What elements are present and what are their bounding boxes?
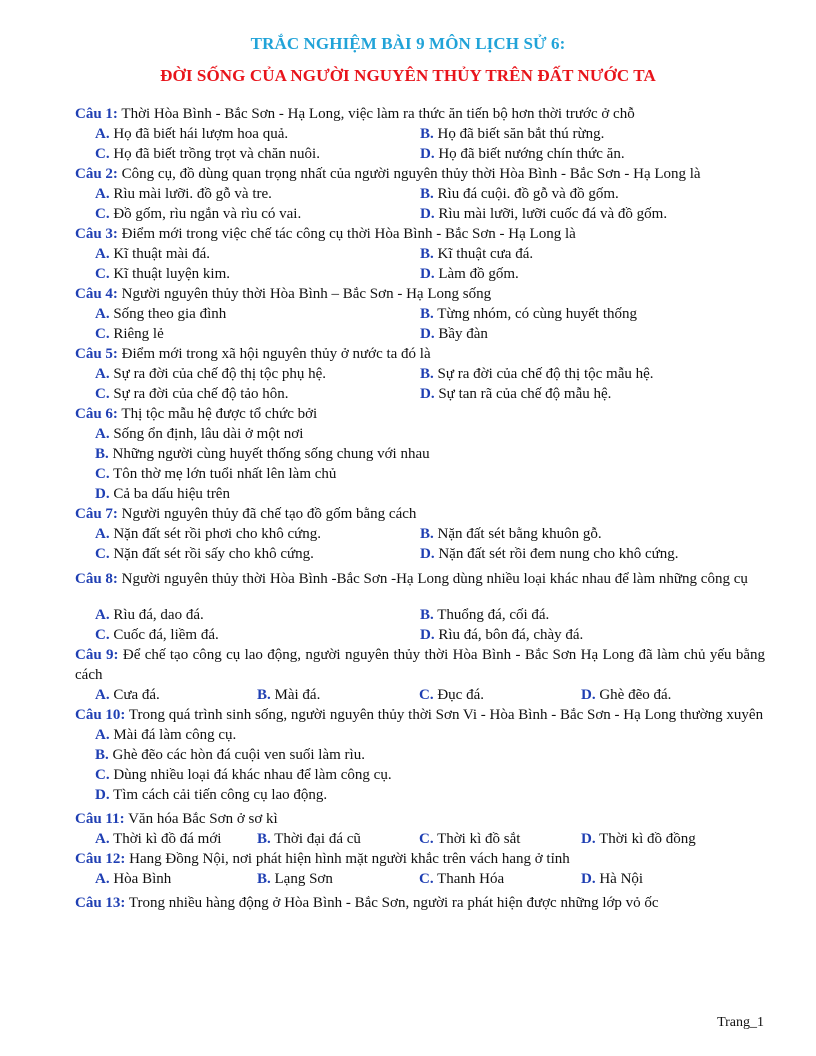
- question-number: Câu 5:: [75, 346, 118, 362]
- answer-option: D. Bầy đàn: [420, 326, 488, 342]
- question-stem: [75, 705, 765, 725]
- answer-option: B. Họ đã biết săn bắt thú rừng.: [420, 126, 605, 142]
- question-stem: [75, 504, 765, 524]
- answer-option: B. Thuổng đá, cối đá.: [420, 607, 550, 623]
- answer-option: C. Kĩ thuật luyện kim.: [95, 266, 230, 282]
- answer-option: A. Rìu mài lưỡi. đồ gỗ và tre.: [95, 186, 272, 202]
- question-block: [75, 104, 765, 164]
- answer-option: B. Nặn đất sét bằng khuôn gỗ.: [420, 526, 602, 542]
- answer-option: C. Riêng lẻ: [95, 326, 164, 342]
- question-text: Điểm mới trong việc chế tác công cụ thời Hòa Bình - Bắc Sơn - Hạ Long là: [117, 226, 576, 242]
- answer-option: A. Họ đã biết hái lượm hoa quả.: [95, 126, 289, 142]
- question-block: [75, 344, 765, 404]
- question-list: [75, 104, 765, 913]
- question-text: Người nguyên thủy thời Hòa Bình – Bắc Sơn - Hạ Long sống: [117, 286, 492, 302]
- question-text: Để chế tạo công cụ lao động, người nguyên thủy thời Hòa Bình - Bắc Sơn Hạ Long đã làm chủ yếu bằng cách: [75, 647, 766, 683]
- answer-option: C. Đục đá.: [419, 687, 484, 703]
- question-text: Thị tộc mẫu hệ được tổ chức bởi: [117, 406, 318, 422]
- question-number: Câu 11:: [75, 811, 125, 827]
- answer-option: A. Kĩ thuật mài đá.: [95, 246, 210, 262]
- question-block: [75, 645, 765, 705]
- question-text: Trong quá trình sinh sống, người nguyên thủy thời Sơn Vi - Hòa Bình - Bắc Sơn - Hạ Long thường xuyên: [125, 707, 764, 723]
- answer-option: D. Rìu mài lưỡi, lưỡi cuốc đá và đồ gốm.: [420, 206, 668, 222]
- answer-option: B. Sự ra đời của chế độ thị tộc mẫu hệ.: [420, 366, 654, 382]
- page-footer: Trang_1: [717, 1015, 764, 1030]
- answer-option: B. Từng nhóm, có cùng huyết thống: [420, 306, 638, 322]
- question-stem: [75, 849, 765, 869]
- answer-option: C. Đồ gốm, rìu ngắn và rìu có vai.: [95, 206, 302, 222]
- answer-option: B. Những người cùng huyết thống sống chung với nhau: [95, 446, 430, 462]
- question-number: Câu 6:: [75, 406, 118, 422]
- answer-option: B. Mài đá.: [257, 687, 321, 703]
- question-number: Câu 9:: [75, 647, 119, 663]
- question-stem: [75, 224, 765, 244]
- answer-option: A. Mài đá làm công cụ.: [95, 727, 237, 743]
- question-number: Câu 8:: [75, 571, 118, 587]
- question-text: Trong nhiều hàng động ở Hòa Bình - Bắc Sơn, người ra phát hiện được những lớp vỏ ốc: [125, 895, 659, 911]
- answer-option: A. Rìu đá, dao đá.: [95, 607, 204, 623]
- answer-option: D. Ghè đẽo đá.: [581, 687, 672, 703]
- answer-option: D. Làm đồ gốm.: [420, 266, 519, 282]
- answer-option: B. Lạng Sơn: [257, 871, 333, 887]
- answer-option: D. Tìm cách cải tiến công cụ lao động.: [95, 787, 328, 803]
- answer-option: A. Sống ổn định, lâu dài ở một nơi: [95, 426, 304, 442]
- answer-option: D. Họ đã biết nướng chín thức ăn.: [420, 146, 625, 162]
- answer-option: A. Sống theo gia đình: [95, 306, 227, 322]
- answer-option: A. Nặn đất sét rồi phơi cho khô cứng.: [95, 526, 322, 542]
- answer-option: C. Thời kì đồ sắt: [419, 831, 521, 847]
- question-text: Công cụ, đồ dùng quan trọng nhất của người nguyên thủy thời Hòa Bình - Bắc Sơn - Hạ Long là: [117, 166, 701, 182]
- answer-option: C. Tôn thờ mẹ lớn tuổi nhất lên làm chủ: [95, 466, 337, 482]
- question-block: [75, 705, 765, 805]
- answer-option: D. Thời kì đồ đồng: [581, 831, 696, 847]
- question-number: Câu 7:: [75, 506, 118, 522]
- question-number: Câu 12:: [75, 851, 126, 867]
- answer-option: C. Họ đã biết trồng trọt và chăn nuôi.: [95, 146, 320, 162]
- question-number: Câu 4:: [75, 286, 118, 302]
- question-stem: [75, 645, 765, 685]
- question-stem: [75, 284, 765, 304]
- question-block: [75, 164, 765, 224]
- answer-option: B. Kĩ thuật cưa đá.: [420, 246, 534, 262]
- answer-option: C. Dùng nhiều loại đá khác nhau để làm công cụ.: [95, 767, 392, 783]
- answer-option: B. Rìu đá cuội. đồ gỗ và đồ gốm.: [420, 186, 619, 202]
- question-stem: [75, 893, 765, 913]
- answer-option: D. Nặn đất sét rồi đem nung cho khô cứng.: [420, 546, 679, 562]
- question-stem: [75, 564, 765, 595]
- question-block: [75, 404, 765, 504]
- question-text: Thời Hòa Bình - Bắc Sơn - Hạ Long, việc làm ra thức ăn tiến bộ hơn thời trước ở chỗ: [117, 106, 635, 122]
- answer-option: A. Thời kì đồ đá mới: [95, 831, 222, 847]
- question-stem: [75, 809, 765, 829]
- answer-option: D. Cả ba dấu hiệu trên: [95, 486, 230, 502]
- question-block: [75, 849, 765, 889]
- answer-option: B. Thời đại đá cũ: [257, 831, 361, 847]
- question-block: [75, 504, 765, 564]
- answer-option: C. Sự ra đời của chế độ tảo hôn.: [95, 386, 289, 402]
- question-block: [75, 564, 765, 645]
- answer-option: C. Thanh Hóa: [419, 871, 505, 887]
- answer-option: A. Hòa Bình: [95, 871, 172, 887]
- answer-option: D. Sự tan rã của chế độ mẫu hệ.: [420, 386, 612, 402]
- question-text: Điểm mới trong xã hội nguyên thủy ở nước ta đó là: [117, 346, 431, 362]
- question-text: Người nguyên thủy đã chế tạo đồ gốm bằng cách: [117, 506, 417, 522]
- question-number: Câu 13:: [75, 895, 126, 911]
- question-text: Người nguyên thủy thời Hòa Bình -Bắc Sơn -Hạ Long dùng nhiều loại khác nhau để làm những công cụ: [117, 571, 748, 587]
- question-number: Câu 1:: [75, 106, 118, 122]
- question-block: [75, 893, 765, 913]
- answer-option: A. Cưa đá.: [95, 687, 160, 703]
- document-title: TRẮC NGHIỆM BÀI 9 MÔN LỊCH SỬ 6:: [250, 34, 566, 53]
- answer-option: B. Ghè đẽo các hòn đá cuội ven suối làm rìu.: [95, 747, 365, 763]
- question-block: [75, 224, 765, 284]
- answer-option: C. Cuốc đá, liềm đá.: [95, 627, 219, 643]
- question-stem: [75, 104, 765, 124]
- question-stem: [75, 344, 765, 364]
- answer-option: D. Rìu đá, bôn đá, chày đá.: [420, 627, 584, 643]
- question-number: Câu 10:: [75, 707, 126, 723]
- question-stem: [75, 164, 765, 184]
- question-number: Câu 2:: [75, 166, 118, 182]
- question-text: Hang Đồng Nội, nơi phát hiện hình mặt người khắc trên vách hang ở tỉnh: [125, 851, 570, 867]
- question-block: [75, 809, 765, 849]
- document-subtitle: ĐỜI SỐNG CỦA NGƯỜI NGUYÊN THỦY TRÊN ĐẤT NƯỚC TA: [160, 66, 656, 85]
- answer-option: C. Nặn đất sét rồi sấy cho khô cứng.: [95, 546, 314, 562]
- answer-option: A. Sự ra đời của chế độ thị tộc phụ hệ.: [95, 366, 327, 382]
- question-stem: [75, 404, 765, 424]
- question-block: [75, 284, 765, 344]
- answer-option: D. Hà Nội: [581, 871, 644, 887]
- question-text: Văn hóa Bắc Sơn ở sơ kì: [124, 811, 278, 827]
- question-number: Câu 3:: [75, 226, 118, 242]
